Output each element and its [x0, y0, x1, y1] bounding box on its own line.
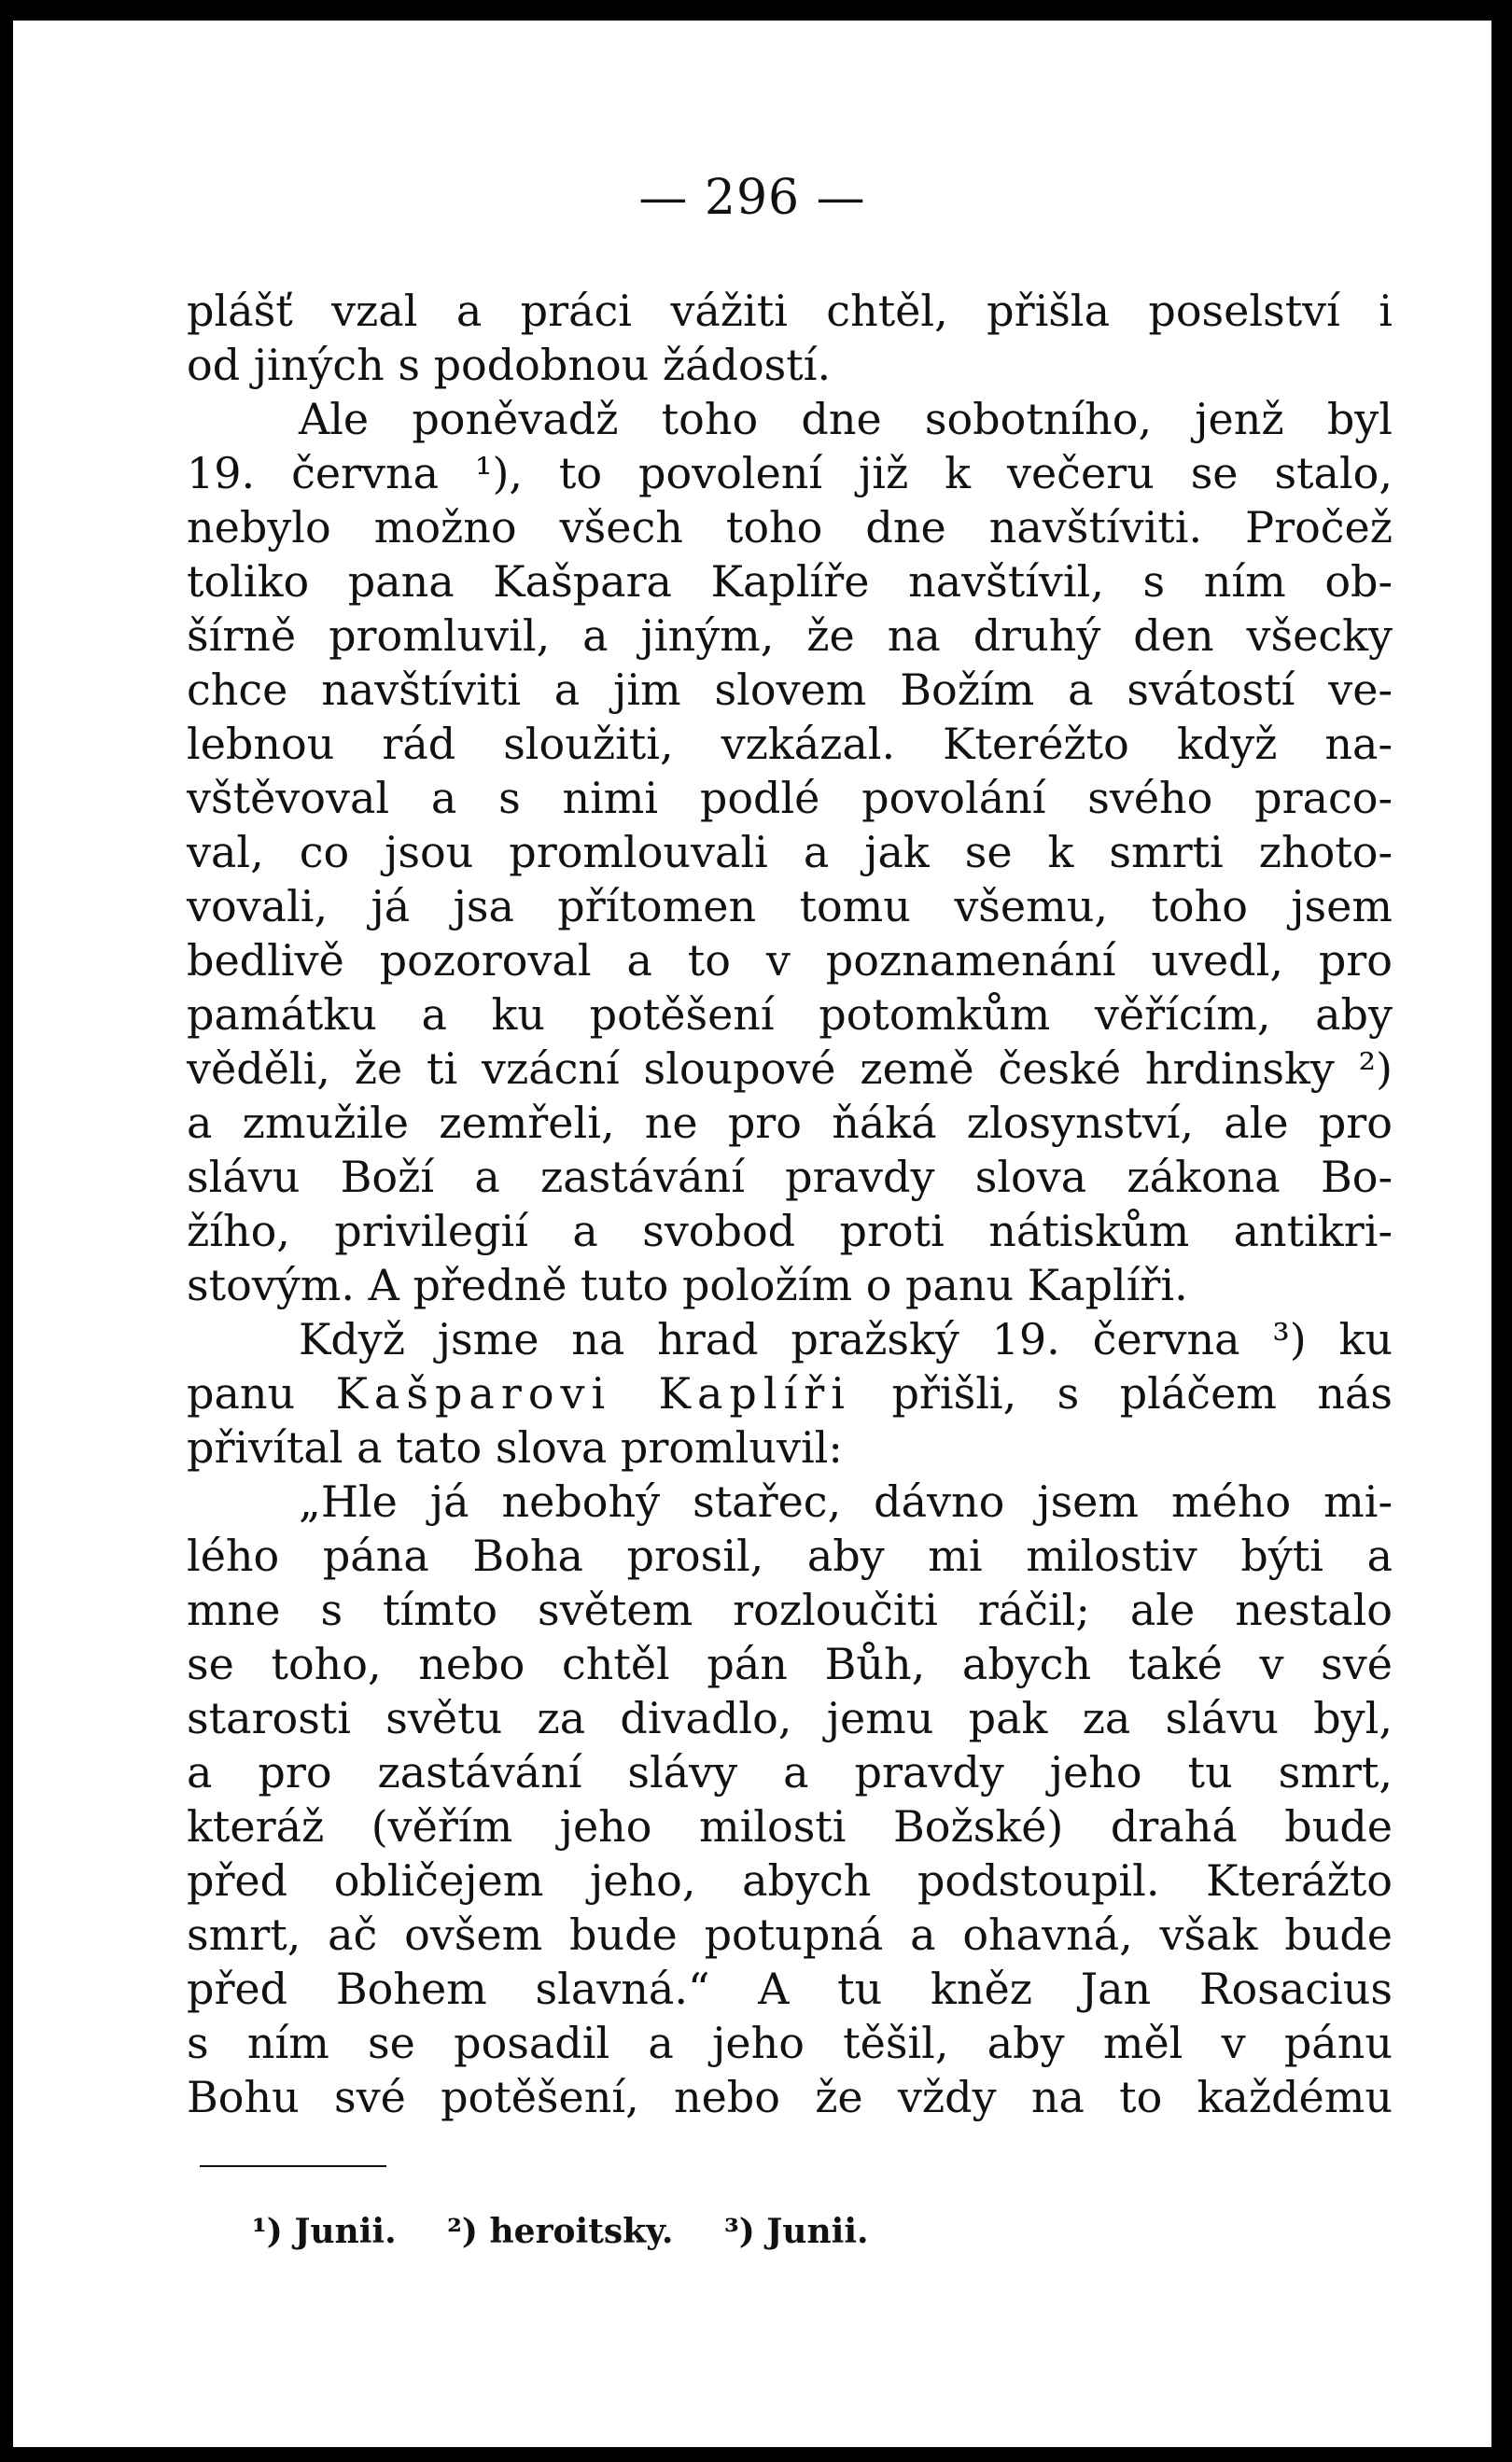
footnote-3: ³) Junii. [723, 2212, 869, 2251]
text-line: se toho, nebo chtěl pán Bůh, abych také v své [187, 1639, 1393, 1689]
text-line: lebnou rád sloužiti, vzkázal. Kteréžto když na- [187, 719, 1393, 769]
text-line: 19. června ¹), to povolení již k večeru se stalo, [187, 448, 1393, 498]
text-line: vštěvoval a s nimi podlé povolání svého praco- [187, 773, 1393, 823]
text-line: mne s tímto světem rozloučiti ráčil; ale nestalo [187, 1585, 1393, 1635]
text-line: žího, privilegií a svobod proti nátiskům antikri- [187, 1206, 1393, 1256]
text-line: toliko pana Kašpara Kaplíře navštívil, s ním ob- [187, 556, 1393, 607]
text-line: věděli, že ti vzácní sloupové země české hrdinsky ²) [187, 1043, 1393, 1094]
text-line: Když jsme na hrad pražský 19. června ³) ku [299, 1314, 1393, 1364]
body-text [187, 284, 1393, 2124]
text-line: Bohu své potěšení, nebo že vždy na to každému [187, 2072, 1393, 2122]
footnote-1: ¹) Junii. [252, 2212, 397, 2251]
text-line: lého pána Boha prosil, aby mi milostiv býti a [187, 1531, 1393, 1581]
text-line: památku a ku potěšení potomkům věřícím, aby [187, 989, 1393, 1040]
text-line: smrt, ač ovšem bude potupná a ohavná, však bude [187, 1909, 1393, 1960]
text-line: „Hle já nebohý stařec, dávno jsem mého mi- [299, 1476, 1393, 1527]
text-line: s ním se posadil a jeho těšil, aby měl v pánu [187, 2018, 1393, 2068]
text-line: a pro zastávání slávy a pravdy jeho tu smrt, [187, 1747, 1393, 1798]
footnotes [252, 2212, 908, 2251]
text-line: vovali, já jsa přítomen tomu všemu, toho jsem [187, 881, 1393, 931]
text-line: chce navštíviti a jim slovem Božím a svátostí ve- [187, 664, 1393, 715]
text-line: přivítal a tato slova promluvil: [187, 1422, 843, 1473]
text-line: kteráž (věřím jeho milosti Božské) drahá bude [187, 1801, 1393, 1852]
text-line: od jiných s podobnou žádostí. [187, 340, 832, 390]
text-line: šírně promluvil, a jiným, že na druhý den všecky [187, 610, 1393, 661]
spaced-name: Kašparovi Kaplíři [335, 1368, 852, 1419]
book-page [13, 21, 1491, 2447]
text-line: slávu Boží a zastávání pravdy slova zákona Bo- [187, 1152, 1393, 1202]
page-number: — 296 — [638, 170, 866, 226]
text-line: stovým. A předně tuto položím o panu Kaplíři. [187, 1260, 1188, 1310]
text-line: starosti světu za divadlo, jemu pak za slávu byl, [187, 1693, 1393, 1743]
footnote-rule [200, 2165, 386, 2167]
text-line: a zmužile zemřeli, ne pro ňáká zlosynství, ale pro [187, 1098, 1393, 1148]
text-line: val, co jsou promlouvali a jak se k smrti zhoto- [187, 827, 1393, 877]
text-line: bedlivě pozoroval a to v poznamenání uvedl, pro [187, 935, 1393, 986]
footnote-2: ²) heroitsky. [447, 2212, 674, 2251]
text-line: plášť vzal a práci vážiti chtěl, přišla poselství i [187, 286, 1393, 336]
text-line [187, 1366, 1393, 1420]
text-line: Ale poněvadž toho dne sobotního, jenž byl [299, 394, 1393, 444]
text-line-post: přišli, s pláčem nás [851, 1368, 1393, 1419]
text-line: nebylo možno všech toho dne navštíviti. Pročež [187, 502, 1393, 553]
text-line-pre: panu [187, 1368, 336, 1419]
text-line: před Bohem slavná.“ A tu kněz Jan Rosacius [187, 1964, 1393, 2014]
text-line: před obličejem jeho, abych podstoupil. Kterážto [187, 1855, 1393, 1906]
